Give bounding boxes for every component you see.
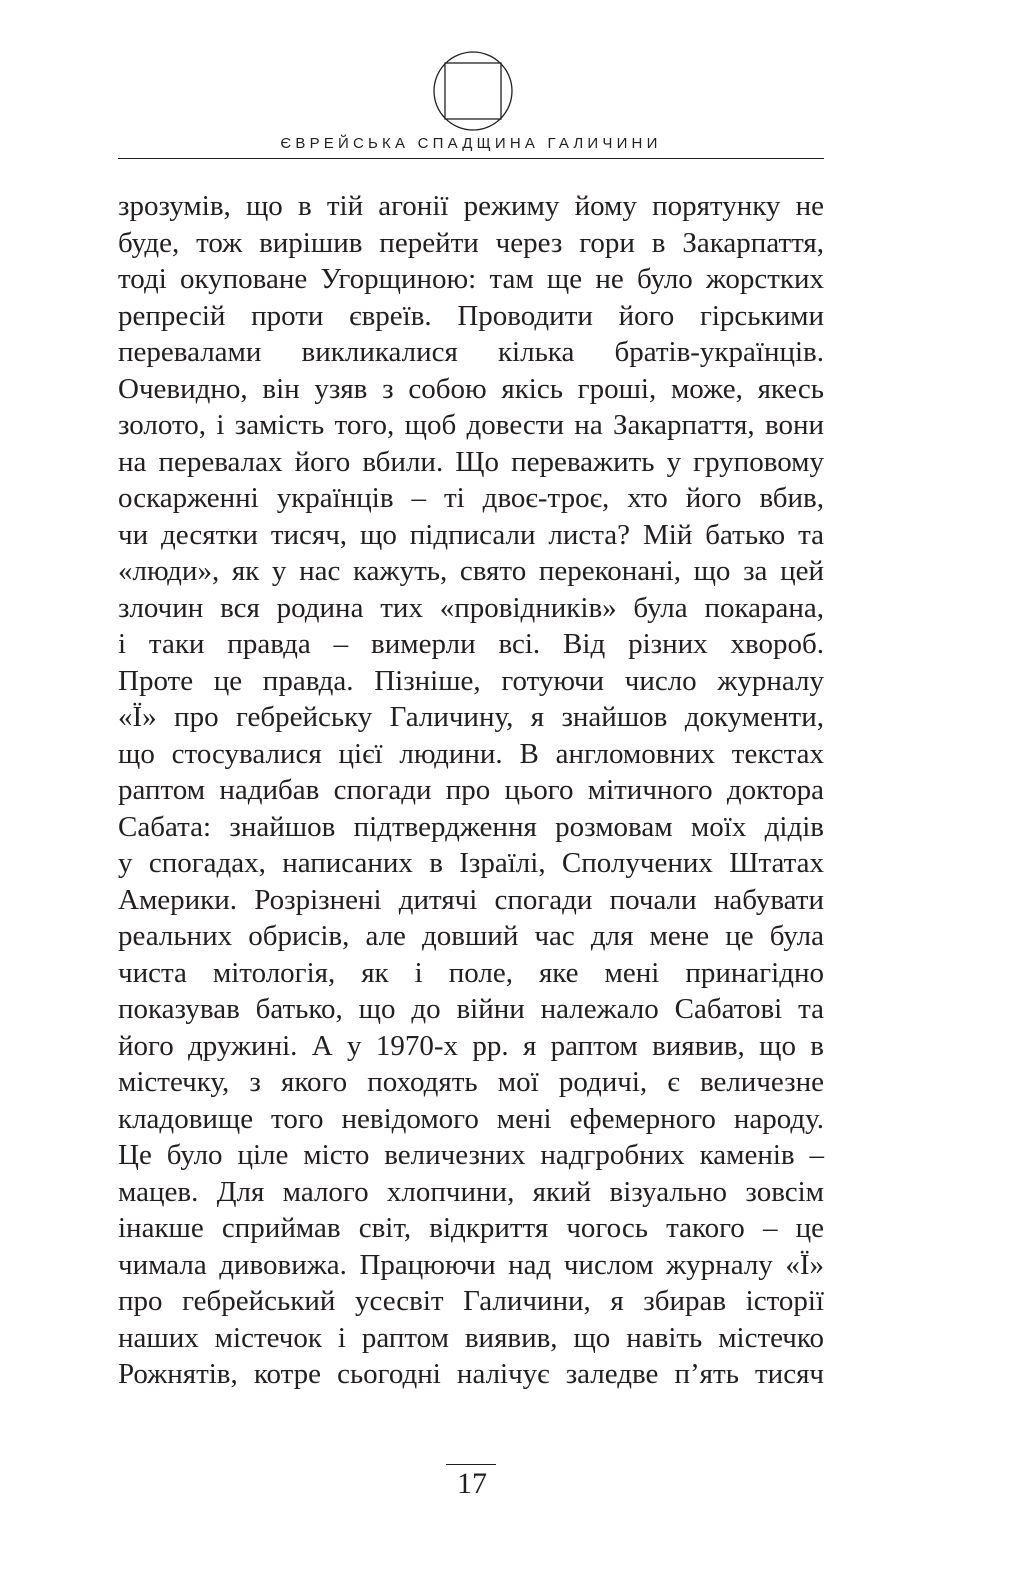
circle-square-emblem-icon xyxy=(432,50,514,132)
text-line: чиста мітологія, як і поле, яке мені принагідно xyxy=(118,956,824,989)
text-line: на перевалах його вбили. Що переважить у груповому xyxy=(118,445,824,478)
text-line: чимала дивовижа. Працюючи над числом журналу «Ї» xyxy=(118,1248,824,1281)
text-line: Сабата: знайшов підтвердження розмовам моїх дідів xyxy=(118,810,824,843)
text-line: чи десятки тисяч, що підписали листа? Мій батько та xyxy=(118,518,824,551)
text-line: «Ї» про гебрейську Галичину, я знайшов документи, xyxy=(118,701,824,733)
text-line: реальних обрисів, але довший час для мене це була xyxy=(118,920,824,952)
text-line: Проте це правда. Пізніше, готуючи число журналу xyxy=(118,664,824,697)
text-line: буде, тож вирішив перейти через гори в Закарпаття, xyxy=(118,226,824,259)
text-line: тоді окуповане Угорщиною: там ще не було жорстких xyxy=(118,263,824,295)
text-line: перевалами викликалися кілька братів-українців. xyxy=(118,336,824,368)
text-line: кладовище того невідомого мені ефемерного народу. xyxy=(118,1102,824,1135)
text-line: Це було ціле місто величезних надгробних каменів – xyxy=(118,1139,824,1171)
text-line: золото, і замість того, щоб довести на Закарпаття, вони xyxy=(118,409,824,441)
text-line: зрозумів, що в тій агонії режиму йому порятунку не xyxy=(118,190,824,222)
text-line: у спогадах, написаних в Ізраїлі, Сполучених Штатах xyxy=(118,847,824,879)
page-number: 17 xyxy=(457,1467,487,1500)
text-line: репресій проти євреїв. Проводити його гірськими xyxy=(118,299,824,332)
body-text xyxy=(118,188,824,1393)
text-line: злочин вся родина тих «провідників» була покарана, xyxy=(118,591,824,624)
text-line: оскарженні українців – ті двоє-троє, хто його вбив, xyxy=(118,482,824,514)
text-line: містечку, з якого походять мої родичі, є величезне xyxy=(118,1066,824,1098)
text-line: раптом надибав спогади про цього мітичного доктора xyxy=(118,774,824,806)
text-line: і таки правда – вимерли всі. Від різних хвороб. xyxy=(118,628,824,660)
header-divider xyxy=(118,158,824,159)
text-line: що стосувалися цієї людини. В англомовних текстах xyxy=(118,737,824,770)
text-line: Америки. Розрізнені дитячі спогади почали набувати xyxy=(118,883,824,916)
running-header: ЄВРЕЙСЬКА СПАДЩИНА ГАЛИЧИНИ xyxy=(280,135,662,152)
text-line: мацев. Для малого хлопчини, який візуально зовсім xyxy=(118,1175,824,1208)
text-line: показував батько, що до війни належало Сабатові та xyxy=(118,993,824,1025)
text-line: інакше сприймав світ, відкриття чогось такого – це xyxy=(118,1212,824,1244)
page-number-rule xyxy=(446,1464,496,1465)
text-line: наших містечок і раптом виявив, що навіть містечко xyxy=(118,1321,824,1354)
text-line: «люди», як у нас кажуть, свято переконані, що за цей xyxy=(118,555,824,587)
text-line: про гебрейський усесвіт Галичини, я збирав історії xyxy=(118,1285,824,1317)
text-line: Рожнятів, котре сьогодні налічує заледве п’ять тисяч xyxy=(118,1358,824,1390)
text-line: Очевидно, він узяв з собою якісь гроші, може, якесь xyxy=(118,372,824,405)
text-line: його дружині. А у 1970-х рр. я раптом виявив, що в xyxy=(118,1029,824,1062)
